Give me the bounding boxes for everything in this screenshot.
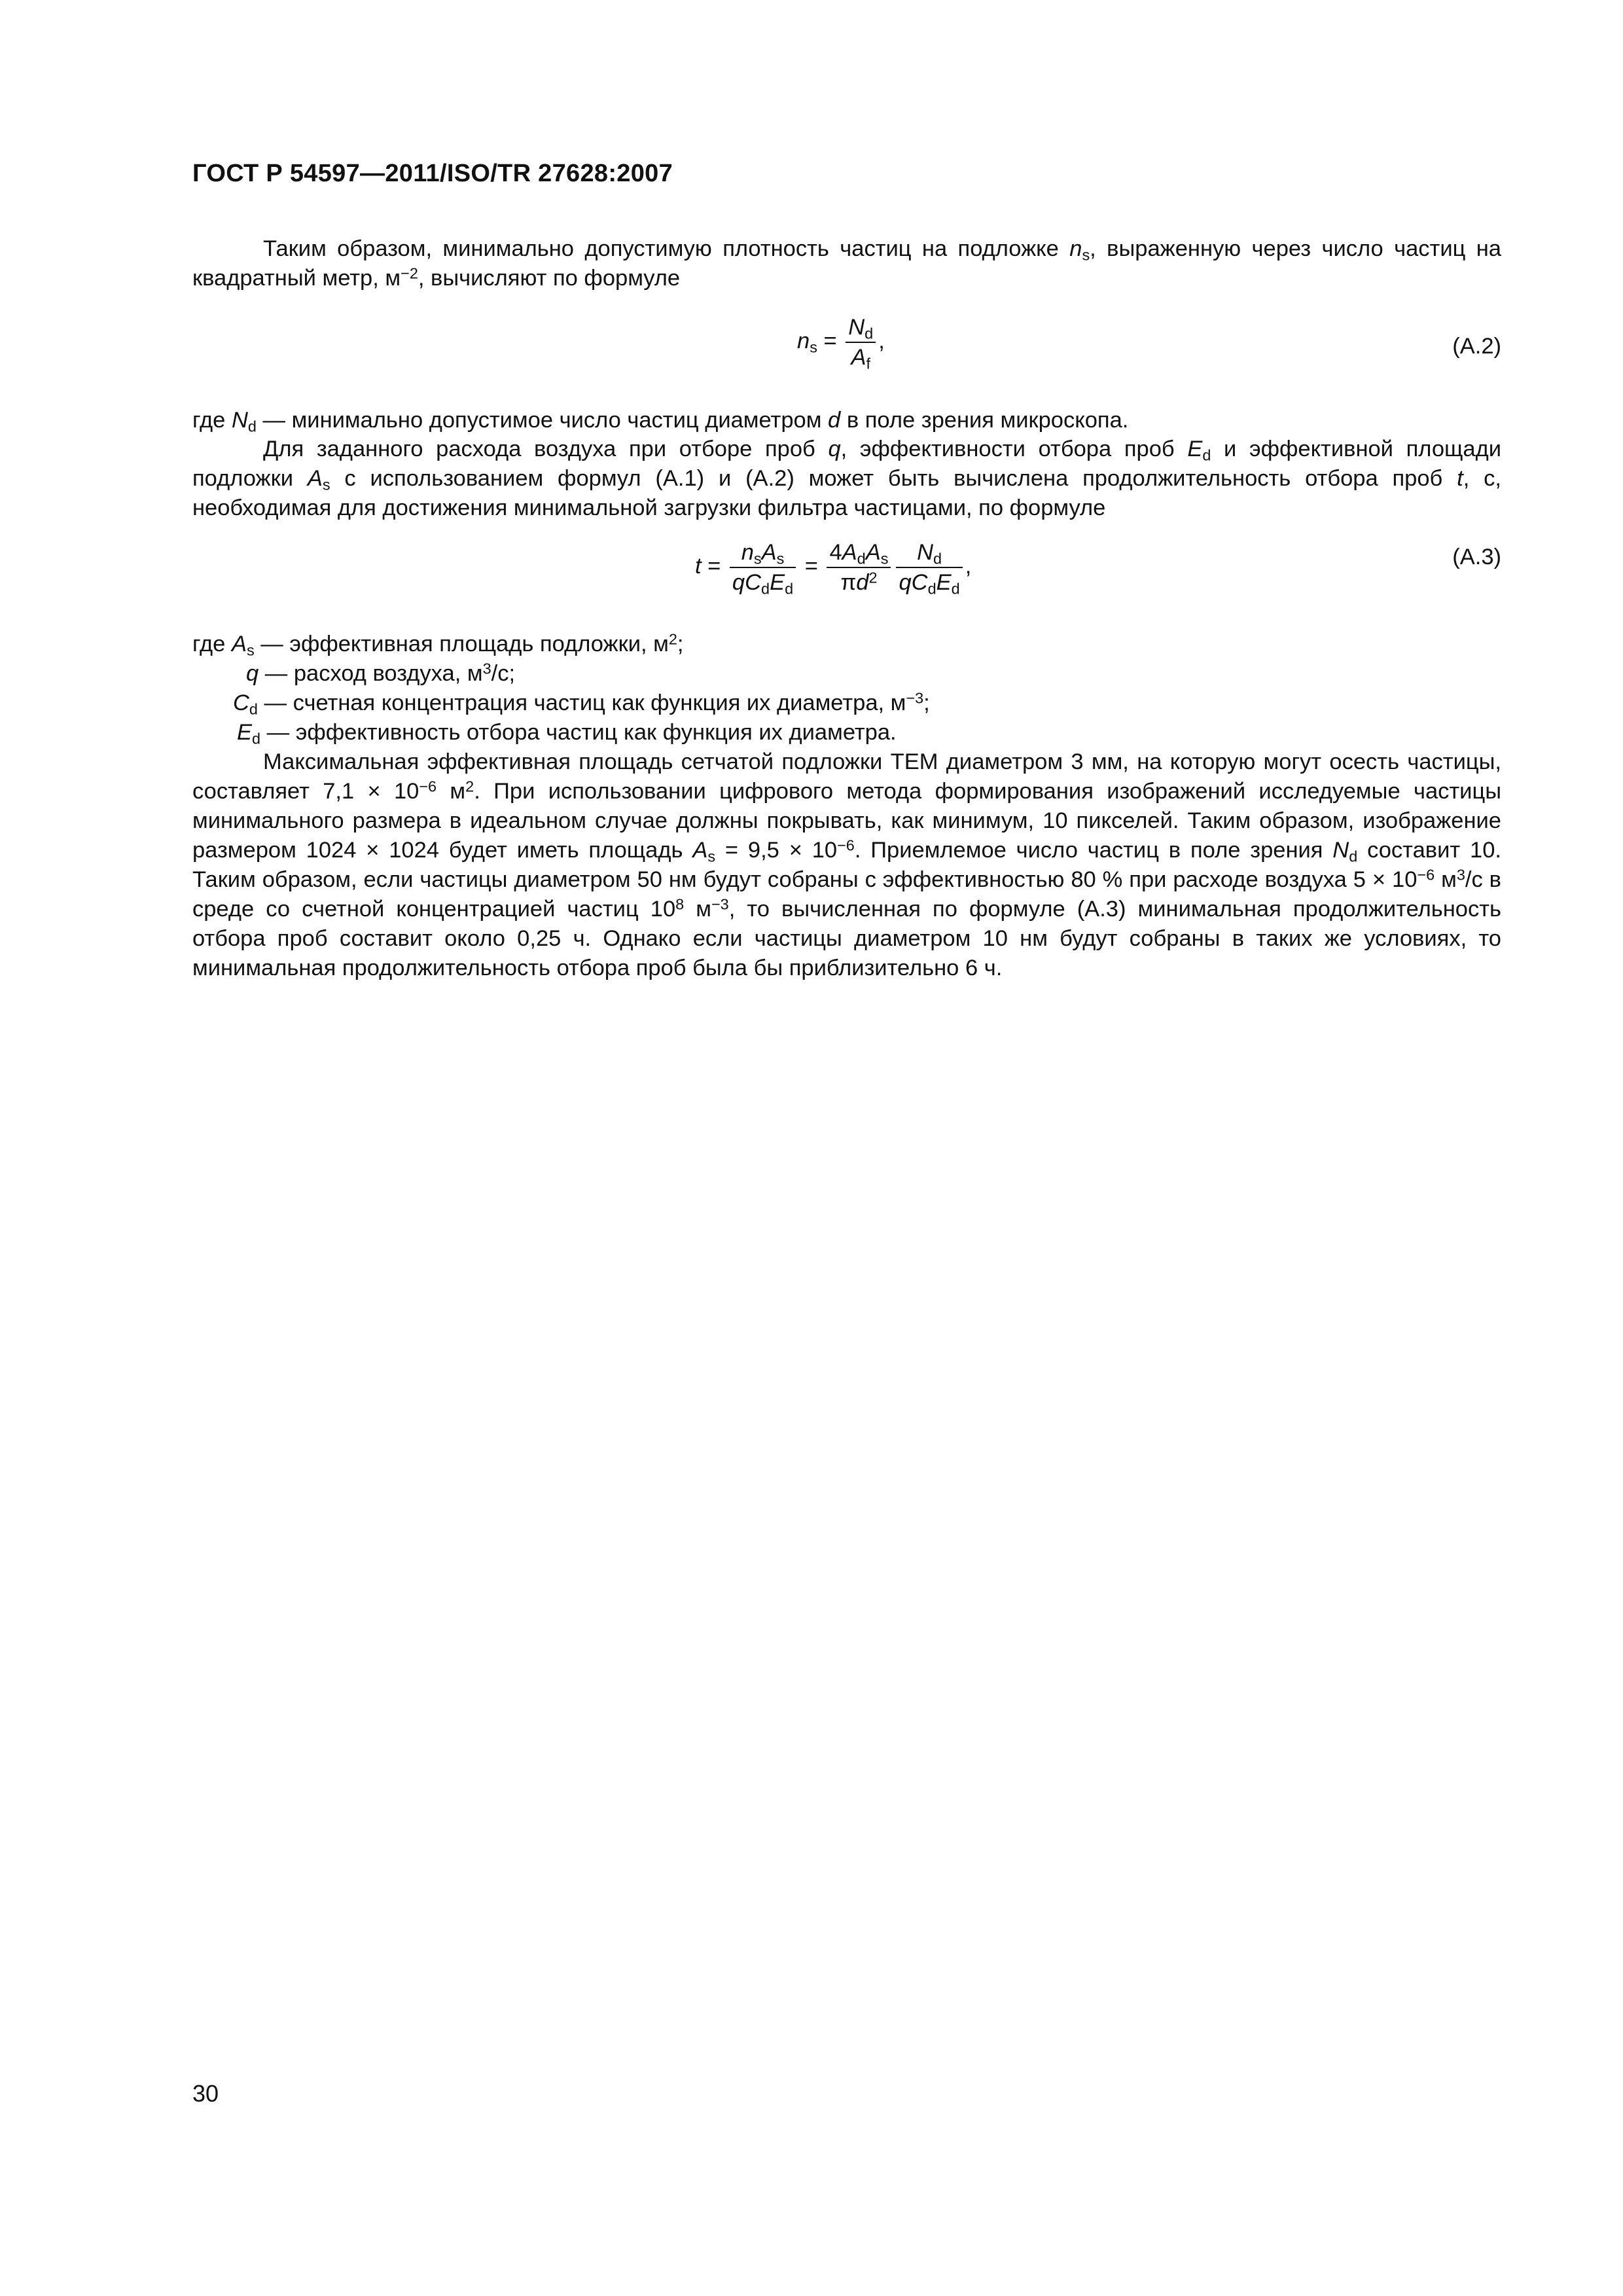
formula-a2: $n_s$ = $\frac{N_d}{A_f}$ , [797, 313, 885, 372]
formula-a3-fraction-1: $\frac{n_sA_s}{qC_dE_d}$ [730, 538, 796, 597]
formula-a2-fraction: $\frac{N_d}{A_f}$ [846, 313, 876, 372]
where-a3-line-2: q — расход воздуха, $м^3/с$; [246, 660, 516, 686]
equation-number-a2: (A.2) [1452, 334, 1501, 359]
equation-number-a3: (A.3) [1452, 545, 1501, 569]
where-a2: где $N_d$ — минимально допустимое число частиц диаметром d в поле зрения микроскопа. [192, 408, 1129, 435]
paragraph-duration: Для заданного расхода воздуха при отборе проб q, эффективности отбора проб $E_d$ и эффективной площади подложки $A_s$ с использованием формул (A.1) и (A.2) может быть вычислена продолжительность отбора проб t, с, необходимая для достижения минимальной загрузки фильтра частицами, по формуле [192, 437, 1502, 520]
intro-paragraph: Таким образом, минимально допустимую плотность частиц на подложке $n_s$, выраженную через число частиц на квадратный метр, $м^{-2}$, вычисляют по формуле [192, 236, 1501, 291]
paragraph-example: Максимальная эффективная площадь сетчатой подложки ТЕМ диаметром 3 мм, на которую могут осесть частицы, составляет $7,1 \times 10^{-6}$ $м^2$. При использовании цифрового метода формирования изображений исследуемые частицы минимального размера в идеальном случае должны покрывать, как минимум, 10 пикселей. Таким образом, изображение размером 1024 × 1024 будет иметь площадь $A_s = 9,5 \times 10^{-6}$. Приемлемое число частиц в поле зрения $N_d$ составит 10. Таким образом, если частицы диаметром 50 нм будут собраны с эффективностью 80 % при расходе воздуха $5 \times 10^{-6}$ $м^3/с$ в среде со счетной концентрацией частиц $10^8$ $м^{-3}$, то вычисленная по формуле (A.3) минимальная продолжительность отбора проб составит около 0,25 ч. Однако если частицы диаметром 10 нм будут собраны в таких же условиях, то минимальная продолжительность отбора проб была бы приблизительно 6 ч. [192, 749, 1502, 980]
formula-a3-fraction-3: $\frac{N_d}{qC_dE_d}$ [896, 538, 962, 597]
formula-a3-fraction-2: $\frac{4A_dA_s}{\pi d^2}$ [827, 538, 891, 597]
formula-a3: t = $\frac{n_sA_s}{qC_dE_d}$ = $\frac{4A_dA_s}{\pi d^2}$ $\frac{N_d}{qC_dE_d}$ , [695, 538, 971, 597]
where-a3-line-1: где $A_s$ — эффективная площадь подложки, $м^2$; [192, 630, 684, 659]
page-number: 30 [192, 2080, 219, 2107]
where-a3-line-3: $C_d$ — счетная концентрация частиц как функция их диаметра, $м^{-3}$; [233, 689, 930, 718]
document-header: ГОСТ Р 54597—2011/ISO/TR 27628:2007 [192, 160, 673, 187]
where-a3-line-4: $E_d$ — эффективность отбора частиц как функция их диаметра. [237, 720, 897, 747]
